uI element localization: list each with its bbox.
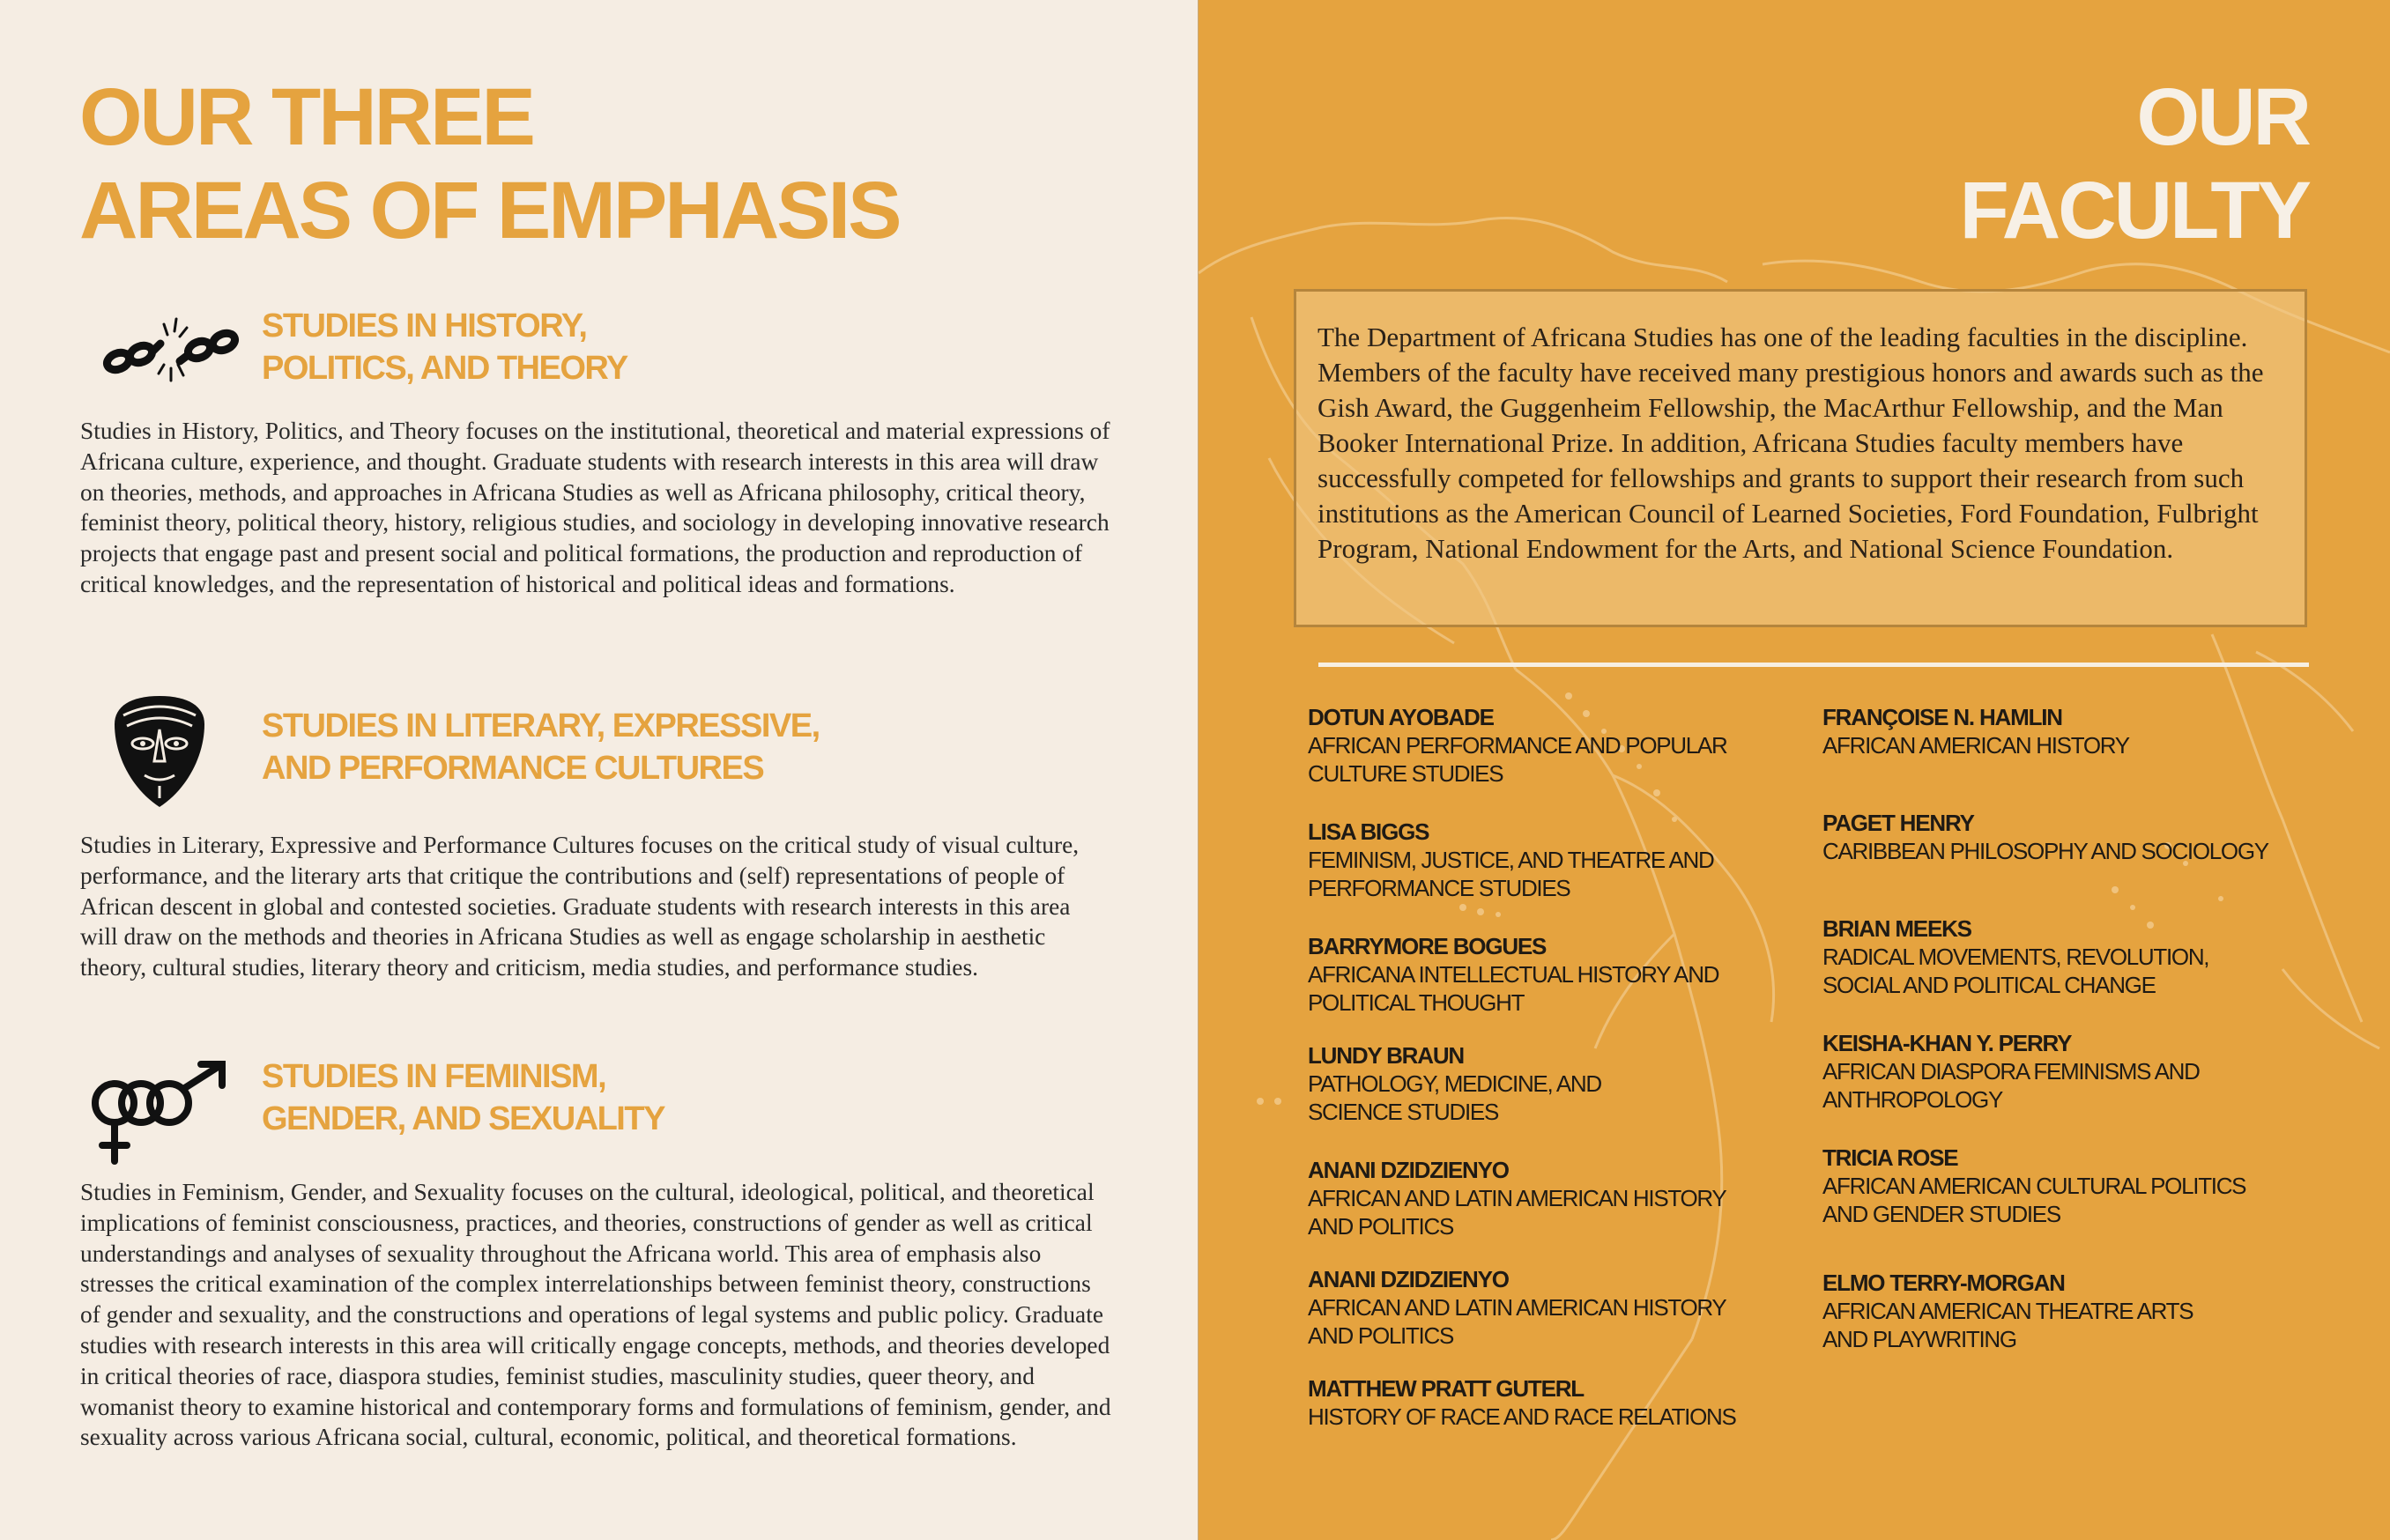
faculty-field-line2: CULTURE STUDIES	[1308, 760, 1503, 787]
section-feminism-title-line2: GENDER, AND SEXUALITY	[262, 1100, 664, 1137]
faculty-member	[1308, 1041, 1601, 1126]
faculty-name: BARRYMORE BOGUES	[1308, 933, 1547, 959]
faculty-name: TRICIA ROSE	[1822, 1144, 1958, 1171]
faculty-field-line1: CARIBBEAN PHILOSOPHY AND SOCIOLOGY	[1822, 838, 2268, 864]
faculty-name: ANANI DZIDZIENYO	[1308, 1266, 1509, 1292]
faculty-member	[1308, 1156, 1726, 1240]
section-literary-title	[262, 705, 820, 789]
gender-symbols-icon	[88, 1057, 234, 1166]
faculty-field-line1: HISTORY OF RACE AND RACE RELATIONS	[1308, 1403, 1736, 1430]
faculty-title-line1: OUR	[2136, 72, 2309, 162]
faculty-field-line2: AND POLITICS	[1308, 1322, 1453, 1349]
section-history-title-line1: STUDIES IN HISTORY,	[262, 307, 587, 344]
section-feminism-title-line1: STUDIES IN FEMINISM,	[262, 1058, 606, 1095]
faculty-field-line1: AFRICAN AMERICAN CULTURAL POLITICS	[1822, 1173, 2246, 1199]
faculty-field-line1: PATHOLOGY, MEDICINE, AND	[1308, 1070, 1601, 1097]
section-history-title-line2: POLITICS, AND THEORY	[262, 350, 627, 387]
faculty-field-line1: AFRICAN DIASPORA FEMINISMS AND	[1822, 1058, 2200, 1085]
faculty-field-line1: AFRICAN AMERICAN THEATRE ARTS	[1822, 1298, 2193, 1324]
section-literary-title-line1: STUDIES IN LITERARY, EXPRESSIVE,	[262, 707, 820, 744]
broken-chain-icon	[99, 310, 245, 386]
faculty-name: LUNDY BRAUN	[1308, 1042, 1464, 1069]
faculty-name: LISA BIGGS	[1308, 818, 1429, 845]
faculty-member	[1308, 818, 1713, 902]
section-history-body: Studies in History, Politics, and Theory focuses on the institutional, theoretical and material expressions of Africana culture, experience, and thought. Graduate students with research interests in this area will draw on theories, methods, and approaches in Africana Studies as well as Africana philosophy, critical theory, feminist theory, political theory, history, religious studies, and sociology in developing innovative research projects that engage past and present social and political formations, the production and reproduction of critical knowledges, and the representation of historical and political ideas and formations.	[80, 418, 1110, 597]
faculty-field-line1: RADICAL MOVEMENTS, REVOLUTION,	[1822, 944, 2209, 970]
faculty-field-line2: AND GENDER STUDIES	[1822, 1201, 2060, 1227]
faculty-field-line2: AND POLITICS	[1308, 1213, 1453, 1240]
faculty-field-line2: ANTHROPOLOGY	[1822, 1086, 2002, 1113]
faculty-field-line2: SOCIAL AND POLITICAL CHANGE	[1822, 972, 2156, 998]
faculty-page	[1199, 0, 2390, 1540]
faculty-field-line1: FEMINISM, JUSTICE, AND THEATRE AND	[1308, 847, 1714, 873]
faculty-name: BRIAN MEEKS	[1822, 915, 1971, 942]
faculty-intro-text: The Department of Africana Studies has one of the leading faculties in the discipline. Members of the faculty have received many prestigious honors and awards such as the Gish Award, the Guggenheim Fellowship, the MacArthur Fellowship, and the Man Booker International Prize. In addition, Africana Studies faculty members have successfully competed for fellowships and grants to support their research from such institutions as the American Council of Learned Societies, Ford Foundation, Fulbright Program, National Endowment for the Arts, and National Science Foundation.	[1317, 322, 2264, 564]
faculty-name: DOTUN AYOBADE	[1308, 704, 1494, 730]
faculty-name: FRANÇOISE N. HAMLIN	[1822, 704, 2062, 730]
faculty-field-line1: AFRICANA INTELLECTUAL HISTORY AND	[1308, 961, 1719, 988]
faculty-name: KEISHA-KHAN Y. PERRY	[1822, 1030, 2072, 1056]
emphasis-title-line2: AREAS OF EMPHASIS	[79, 166, 900, 255]
faculty-member	[1822, 1029, 2200, 1114]
faculty-member	[1822, 1269, 2193, 1353]
african-mask-icon	[113, 694, 206, 809]
faculty-name: MATTHEW PRATT GUTERL	[1308, 1375, 1584, 1402]
section-feminism-body: Studies in Feminism, Gender, and Sexuality focuses on the cultural, ideological, political, and theoretical implications of feminist consciousness, practices, and theories, constructions of gender as well as critical understandings and analyses of sexuality throughout the Africana world. This area of emphasis also stresses the critical examination of the complex interrelationships between feminist theory, constructions of gender and sexuality, and the constructions and operations of legal systems and public policy. Graduate studies with research interests in this area will critically engage concepts, methods, and theories developed in critical theories of race, diaspora studies, feminist studies, masculinity studies, queer theory, and womanist theory to examine historical and contemporary forms and formulations of feminism, gender, and sexuality across various Africana social, cultural, economic, political, and theoretical formations.	[80, 1179, 1111, 1451]
faculty-name: ANANI DZIDZIENYO	[1308, 1157, 1509, 1183]
faculty-member	[1308, 1374, 1736, 1431]
faculty-field-line2: PERFORMANCE STUDIES	[1308, 875, 1570, 901]
faculty-member	[1822, 809, 2268, 865]
faculty-title	[1960, 70, 2309, 257]
faculty-field-line1: AFRICAN AND LATIN AMERICAN HISTORY	[1308, 1185, 1726, 1211]
emphasis-title-line1: OUR THREE	[79, 72, 533, 162]
faculty-member	[1308, 703, 1726, 788]
faculty-field-line2: AND PLAYWRITING	[1822, 1326, 2016, 1352]
faculty-intro-box	[1294, 289, 2307, 627]
section-literary-body: Studies in Literary, Expressive and Performance Cultures focuses on the critical study of visual culture, performance, and the literary arts that critique the contributions and (self) representations of people of African descent in global and contested societies. Graduate students with research interests in this area will draw on the methods and theories in Africana Studies as well as engage scholarship in aesthetic theory, cultural studies, literary theory and criticism, media studies, and performance studies.	[80, 832, 1080, 981]
faculty-field-line1: AFRICAN PERFORMANCE AND POPULAR	[1308, 732, 1727, 759]
section-literary-title-line2: AND PERFORMANCE CULTURES	[262, 750, 764, 787]
faculty-divider-rule	[1318, 663, 2309, 667]
faculty-member	[1822, 914, 2208, 999]
faculty-member	[1822, 1144, 2245, 1228]
faculty-field-line2: POLITICAL THOUGHT	[1308, 989, 1525, 1016]
faculty-member	[1308, 1265, 1726, 1350]
emphasis-title	[79, 70, 899, 257]
faculty-field-line2: SCIENCE STUDIES	[1308, 1099, 1498, 1125]
faculty-name: PAGET HENRY	[1822, 810, 1974, 836]
section-feminism-title	[262, 1055, 664, 1140]
faculty-title-line2: FACULTY	[1959, 166, 2309, 255]
faculty-name: ELMO TERRY-MORGAN	[1822, 1270, 2065, 1296]
faculty-field-line1: AFRICAN AMERICAN HISTORY	[1822, 732, 2129, 759]
faculty-member	[1822, 703, 2129, 759]
section-history-title	[262, 305, 627, 389]
faculty-member	[1308, 932, 1718, 1017]
faculty-field-line1: AFRICAN AND LATIN AMERICAN HISTORY	[1308, 1294, 1726, 1321]
